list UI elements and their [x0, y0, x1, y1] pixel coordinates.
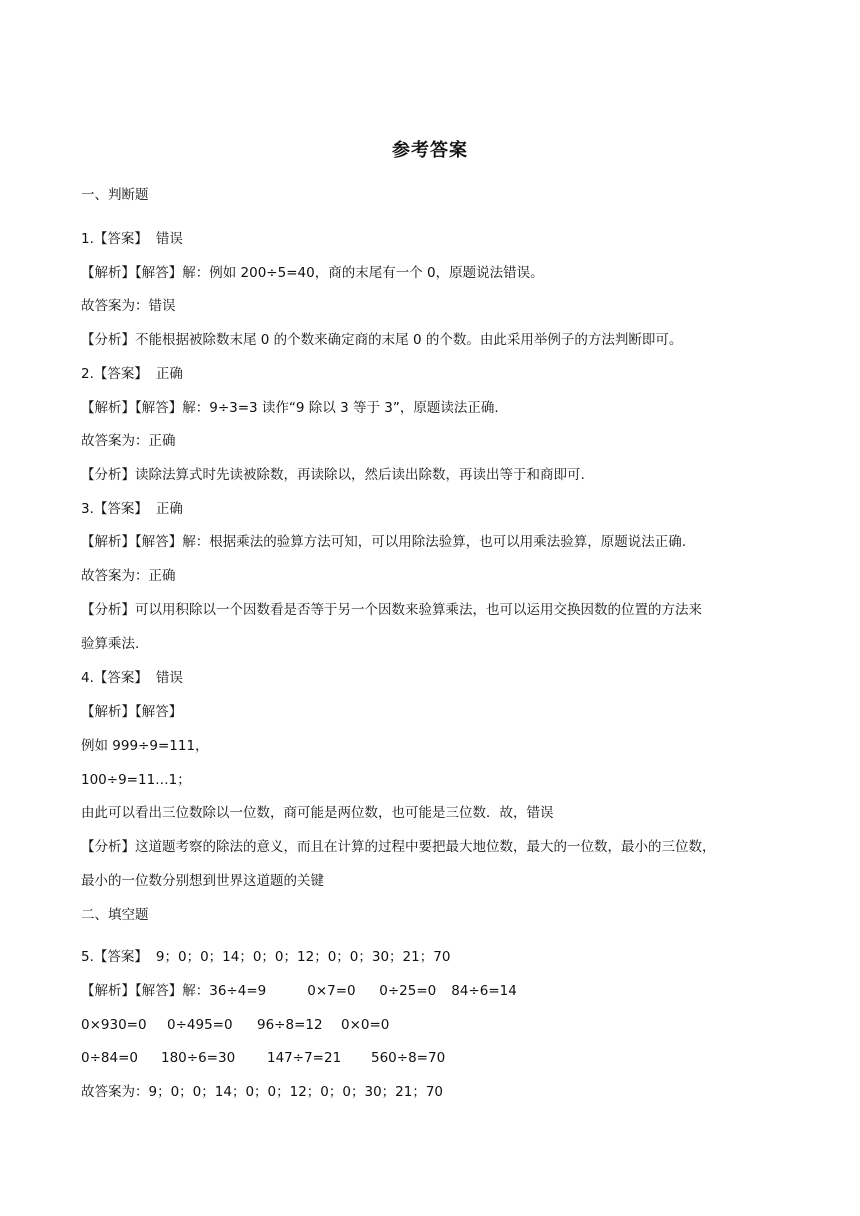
q5-calc: 96÷8=12 — [257, 1017, 323, 1033]
q2-analysis: 【解析】【解答】解：9÷3=3 读作“9 除以 3 等于 3”，原题读法正确. — [81, 400, 499, 416]
q4-answer-value: 错误 — [155, 670, 183, 686]
q4-example2: 100÷9=11…1； — [81, 772, 191, 788]
q5-calc: 84÷6=14 — [451, 983, 517, 999]
q5-analysis-row1 — [81, 981, 517, 1001]
q3-analysis: 【解析】【解答】解：根据乘法的验算方法可知，可以用除法验算，也可以用乘法验算，原题说法正确. — [81, 534, 687, 550]
q4-conclusion: 由此可以看出三位数除以一位数，商可能是两位数，也可能是三位数．故，错误 — [81, 805, 554, 821]
q5-calc: 560÷8=70 — [371, 1050, 446, 1066]
q5-analysis-row3 — [81, 1048, 445, 1068]
q4-note-line2: 最小的一位数分别想到世界这道题的关键 — [81, 873, 324, 889]
q3-answer-value: 正确 — [155, 501, 183, 517]
q3-conclusion: 故答案为：正确 — [81, 568, 176, 584]
q3-answer — [81, 499, 183, 519]
q4-example1: 例如 999÷9=111， — [81, 738, 209, 754]
q5-calc: 0÷25=0 — [379, 983, 437, 999]
q1-conclusion: 故答案为：错误 — [81, 298, 176, 314]
q1-analysis: 【解析】【解答】解：例如 200÷5=40，商的末尾有一个 0，原题说法错误。 — [81, 265, 544, 281]
q5-analysis-prefix: 【解析】【解答】解： — [81, 983, 210, 999]
q5-answer-value: 9；0；0；14；0；0；12；0；0；30；21；70 — [155, 949, 451, 965]
q4-analysis: 【解析】【解答】 — [81, 704, 183, 720]
q4-answer-label: 4.【答案】 — [81, 670, 148, 686]
q2-note: 【分析】读除法算式时先读被除数，再读除以，然后读出除数，再读出等于和商即可. — [81, 467, 585, 483]
q4-note-line1: 【分析】这道题考察的除法的意义，而且在计算的过程中要把最大地位数，最大的一位数，最小的三位数， — [81, 839, 716, 855]
q5-calc: 180÷6=30 — [161, 1050, 236, 1066]
q5-calc: 0÷495=0 — [167, 1017, 233, 1033]
q3-answer-label: 3.【答案】 — [81, 501, 148, 517]
q5-calc: 0×930=0 — [81, 1017, 147, 1033]
q3-note-line2: 验算乘法. — [81, 636, 140, 652]
q1-answer — [81, 229, 183, 249]
q5-calc: 0×0=0 — [341, 1017, 390, 1033]
page-title: 参考答案 — [392, 140, 468, 161]
q5-calc: 0÷84=0 — [81, 1050, 138, 1066]
q5-analysis-row2 — [81, 1015, 389, 1035]
q5-conclusion: 故答案为：9；0；0；14；0；0；12；0；0；30；21；70 — [81, 1084, 444, 1100]
q5-answer — [81, 947, 450, 967]
q2-answer — [81, 364, 183, 384]
q2-answer-value: 正确 — [155, 366, 183, 382]
q1-note: 【分析】不能根据被除数末尾 0 的个数来确定商的末尾 0 的个数。由此采用举例子的方法判断即可。 — [81, 332, 683, 348]
q1-answer-label: 1.【答案】 — [81, 231, 148, 247]
q2-answer-label: 2.【答案】 — [81, 366, 148, 382]
q2-conclusion: 故答案为：正确 — [81, 433, 176, 449]
q1-answer-value: 错误 — [155, 231, 183, 247]
section-heading-judgement: 一、判断题 — [81, 187, 149, 203]
q5-calc: 147÷7=21 — [267, 1050, 342, 1066]
q5-calc: 0×7=0 — [307, 983, 356, 999]
q5-answer-label: 5.【答案】 — [81, 949, 148, 965]
q4-answer — [81, 668, 183, 688]
section-heading-fill-in: 二、填空题 — [81, 907, 149, 923]
q5-calc: 36÷4=9 — [209, 983, 267, 999]
q3-note-line1: 【分析】可以用积除以一个因数看是否等于另一个因数来验算乘法，也可以运用交换因数的位置的方法来 — [81, 602, 702, 618]
